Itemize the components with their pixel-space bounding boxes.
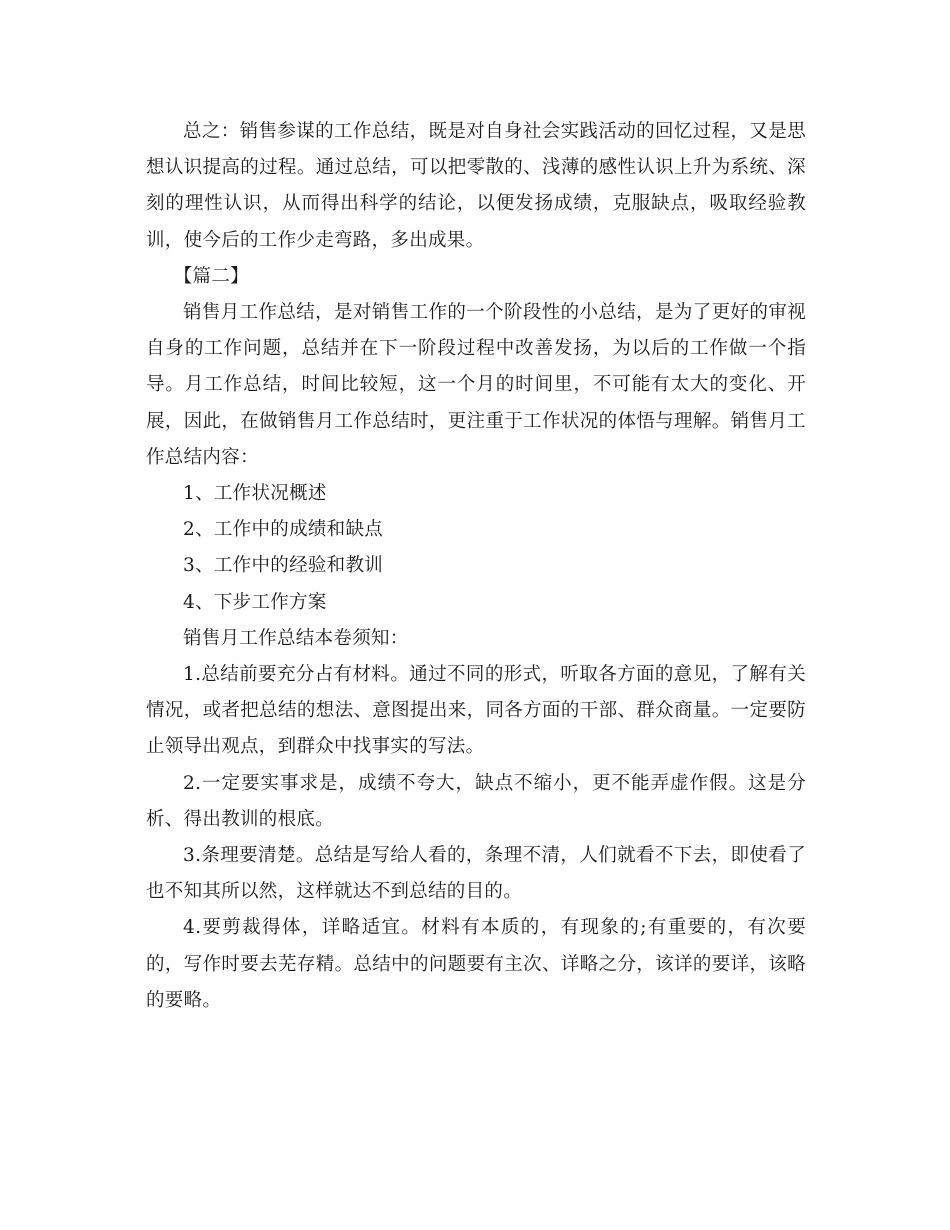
paragraph-intro: 销售月工作总结，是对销售工作的一个阶段性的小总结，是为了更好的审视自身的工作问题，总结并在下一阶段过程中改善发扬，为以后的工作做一个指导。月工作总结，时间比较短，这一个月的时间里，不可能有太大的变化、开展，因此，在做销售月工作总结时，更注重于工作状况的体悟与理解。销售月工作总结内容： [146,302,806,468]
list-item: 4、下步工作方案 [183,591,327,613]
paragraph-conclusion: 总之：销售参谋的工作总结，既是对自身社会实践活动的回忆过程，又是思想认识提高的过程。通过总结，可以把零散的、浅薄的感性认识上升为系统、深刻的理性认识，从而得出科学的结论，以便发扬成绩，克服缺点，吸取经验教训，使今后的工作少走弯路，多出成果。 [146,121,806,251]
list-item: 2、工作中的成绩和缺点 [183,519,384,541]
note-item: 1.总结前要充分占有材料。通过不同的形式，听取各方面的意见，了解有关情况，或者把总结的想法、意图提出来，同各方面的干部、群众商量。一定要防止领导出观点，到群众中找事实的写法。 [146,664,806,758]
paragraph-notes-title: 销售月工作总结本卷须知： [183,627,409,649]
list-item: 1、工作状况概述 [183,483,327,505]
note-item: 3.条理要清楚。总结是写给人看的，条理不清，人们就看不下去，即使看了也不知其所以然，这样就达不到总结的目的。 [146,845,806,903]
note-item: 4.要剪裁得体，详略适宜。材料有本质的，有现象的;有重要的，有次要的，写作时要去芜存精。总结中的问题要有主次、详略之分，该详的要详，该略的要略。 [146,917,806,1011]
document-body [146,114,806,1019]
note-item: 2.一定要实事求是，成绩不夸大，缺点不缩小，更不能弄虚作假。这是分析、得出教训的根底。 [146,772,806,830]
section-heading: 【篇二】 [173,265,249,287]
list-item: 3、工作中的经验和教训 [183,555,384,577]
